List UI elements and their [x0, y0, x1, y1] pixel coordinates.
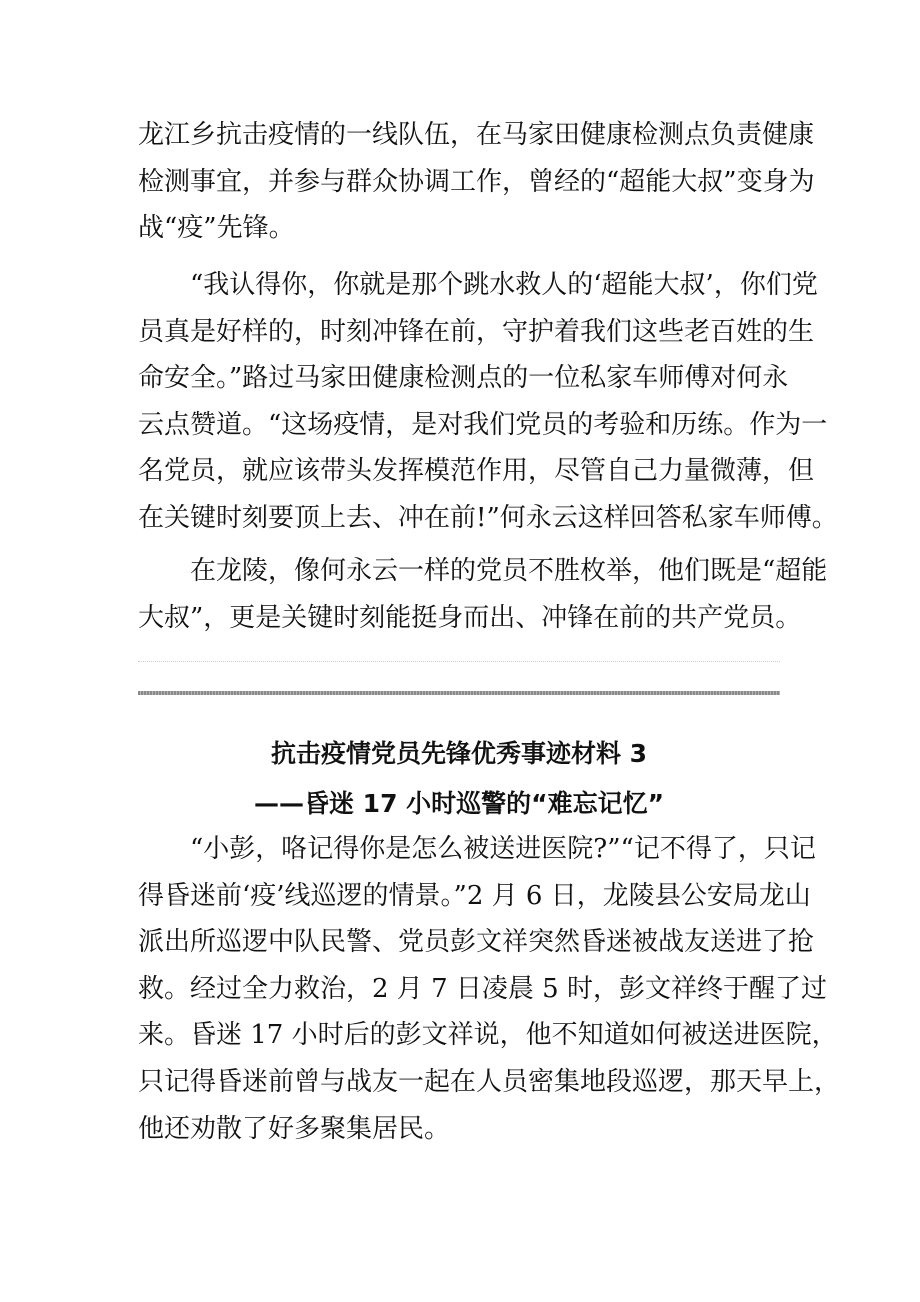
text-line: 在龙陵，像何永云一样的党员不胜枚举，他们既是“超能 [190, 556, 828, 586]
text-line: 名党员，就应该带头发挥模范作用，尽管自己力量微薄，但 [138, 456, 815, 487]
text-line: 员真是好样的，时刻冲锋在前，守护着我们这些老百姓的生 [138, 316, 815, 347]
text-line: 云点赞道。“这场疫情，是对我们党员的考验和历练。作为一 [138, 409, 828, 440]
text-line: “我认得你，你就是那个跳水救人的‘超能大叔’，你们党 [190, 270, 818, 300]
text-line: “小彭，咯记得你是怎么被送进医院?”“记不得了，只记 [190, 834, 816, 864]
text-line: 得昏迷前‘疫’线巡逻的情景。”2 月 6 日，龙陵县公安局龙山 [138, 880, 811, 911]
paragraph-1 [138, 112, 815, 252]
text-line: 大叔”，更是关键时刻能挺身而出、冲锋在前的共产党员。 [138, 602, 802, 633]
text-line: 命安全。”路过马家田健康检测点的一位私家车师傅对何永 [138, 363, 789, 394]
paragraph-2 [138, 262, 838, 542]
text-line: 他还劝散了好多聚集居民。 [138, 1113, 451, 1144]
text-line: 战“疫”先锋。 [138, 213, 295, 244]
section-title: 抗击疫情党员先锋优秀事迹材料 3 [270, 739, 648, 768]
text-line: 派出所巡逻中队民警、党员彭文祥突然昏迷被战友送进了抢 [138, 927, 815, 958]
text-line: 检测事宜，并参与群众协调工作，曾经的“超能大叔”变身为 [138, 166, 815, 197]
paragraph-3 [138, 548, 828, 641]
text-line: 只记得昏迷前曾与战友一起在人员密集地段巡逻，那天早上， [138, 1066, 841, 1097]
paragraph-4 [138, 826, 841, 1152]
text-line: 龙江乡抗击疫情的一线队伍，在马家田健康检测点负责健康 [138, 120, 815, 150]
text-line: 救。经过全力救治，2 月 7 日凌晨 5 时，彭文祥终于醒了过 [138, 973, 827, 1004]
section-subtitle: ——昏迷 17 小时巡警的“难忘记忆” [253, 789, 665, 818]
light-divider [138, 661, 780, 662]
text-line: 在关键时刻要顶上去、冲在前!”何永云这样回答私家车师傅。 [138, 502, 838, 533]
text-line: 来。昏迷 17 小时后的彭文祥说，他不知道如何被送进医院， [138, 1020, 838, 1051]
section-divider [138, 691, 780, 695]
